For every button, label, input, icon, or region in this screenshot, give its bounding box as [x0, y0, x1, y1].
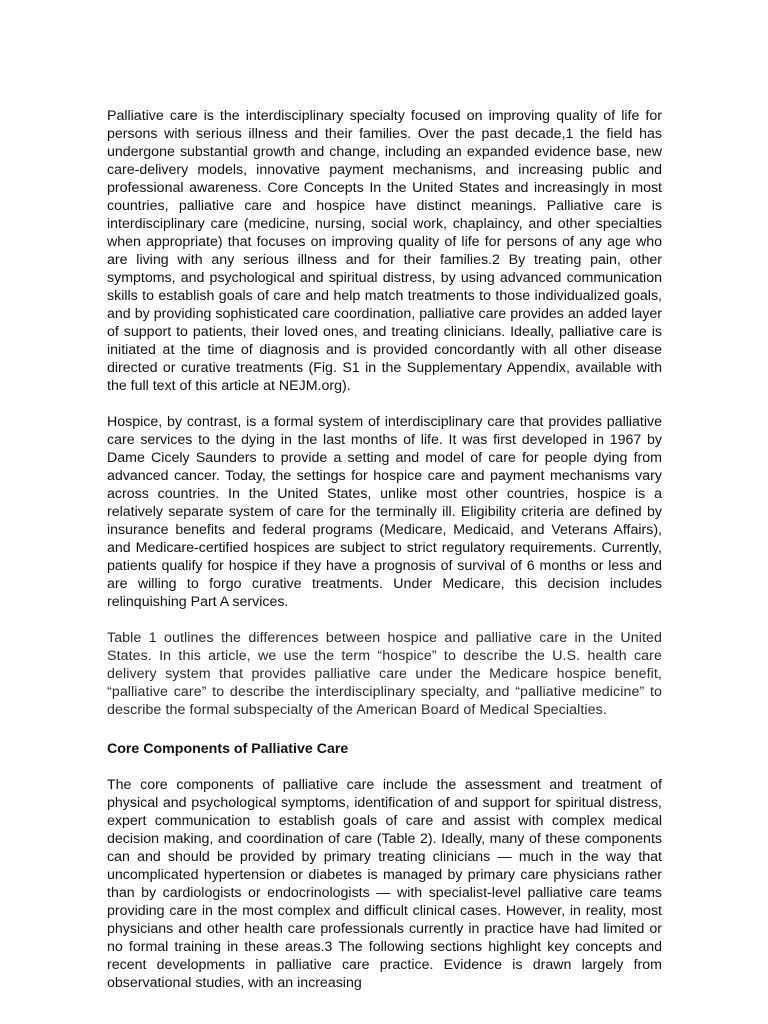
paragraph-hospice-definition: Hospice, by contrast, is a formal system of interdisciplinary care that provides palliative care services to the dying in the last months of life. It was first developed in 1967 by Dame Cicely Saunders to provide a setting and model of care for people dying from advanced cancer. Today, the settings for hospice care and payment mechanisms vary across countries. In the United States, unlike most other countries, hospice is a relatively separate system of care for the terminally ill. Eligibility criteria are defined by insurance benefits and federal programs (Medicare, Medicaid, and Veterans Affairs), and Medicare-certified hospices are subject to strict regulatory requirements. Currently, patients qualify for hospice if they have a prognosis of survival of 6 months or less and are willing to forgo curative treatments. Under Medicare, this decision includes relinquishing Part A services.: [107, 414, 662, 610]
document-body: [107, 107, 662, 1010]
paragraph-core-components: The core components of palliative care include the assessment and treatment of physical and psychological symptoms, identification of and support for spiritual distress, expert communication to establish goals of care and assist with complex medical decision making, and coordination of care (Table 2). Ideally, many of these components can and should be provided by primary treating clinicians — much in the way that uncomplicated hypertension or diabetes is managed by primary care physicians rather than by cardiologists or endocrinologists — with specialist-level palliative care teams providing care in the most complex and difficult clinical cases. However, in reality, most physicians and other health care professionals currently in practice have had limited or no formal training in these areas.3 The following sections highlight key concepts and recent developments in palliative care practice. Evidence is drawn largely from observational studies, with an increasing: [107, 777, 662, 991]
section-heading: Core Components of Palliative Care: [107, 741, 349, 757]
paragraph-table-1-outline: Table 1 outlines the differences between hospice and palliative care in the United States. In this article, we use the term “hospice” to describe the U.S. health care delivery system that provides palliative care under the Medicare hospice benefit, “palliative care” to describe the interdisciplinary specialty, and “palliative medicine” to describe the formal subspecialty of the American Board of Medical Specialties.: [107, 630, 662, 718]
paragraph-palliative-care-definition: Palliative care is the interdisciplinary specialty focused on improving quality of life for persons with serious illness and their families. Over the past decade,1 the field has undergone substantial growth and change, including an expanded evidence base, new care-delivery models, innovative payment mechanisms, and increasing public and professional awareness. Core Concepts In the United States and increasingly in most countries, palliative care and hospice have distinct meanings. Palliative care is interdisciplinary care (medicine, nursing, social work, chaplaincy, and other specialties when appropriate) that focuses on improving quality of life for persons of any age who are living with any serious illness and for their families.2 By treating pain, other symptoms, and psychological and spiritual distress, by using advanced communication skills to establish goals of care and help match treatments to those individualized goals, and by providing sophisticated care coordination, palliative care provides an added layer of support to patients, their loved ones, and treating clinicians. Ideally, palliative care is initiated at the time of diagnosis and is provided concordantly with all other disease directed or curative treatments (Fig. S1 in the Supplementary Appendix, available with the full text of this article at NEJM.org).: [107, 108, 662, 394]
